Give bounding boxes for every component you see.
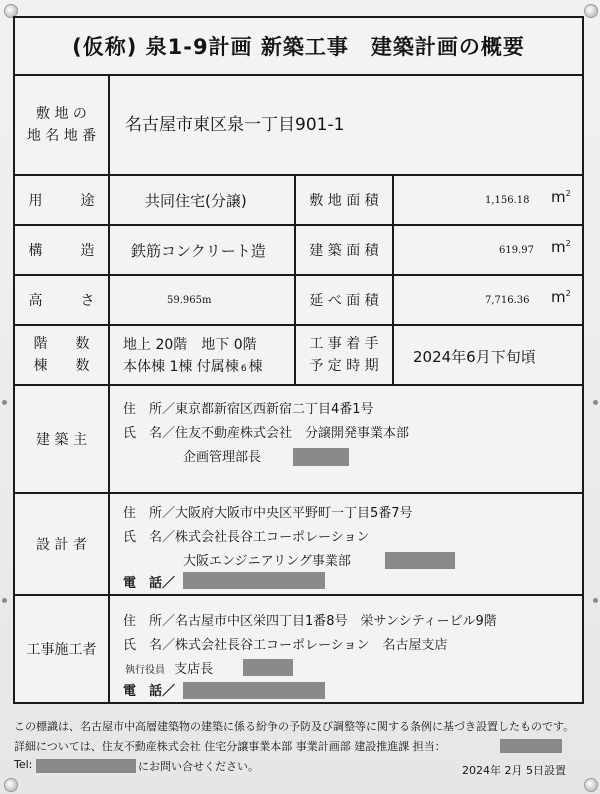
floor-area-unit-sup: 2 [565, 289, 571, 298]
annex-unit: 棟 [248, 359, 263, 375]
use-label-a: 用 [28, 193, 43, 209]
contractor-address: 住 所／名古屋市中区栄四丁目1番8号 栄サンシティービル9階 [123, 614, 497, 629]
row-contractor [15, 596, 582, 702]
footer-date: 2024年 2月 5日設置 [462, 764, 566, 777]
screw-top-right [584, 4, 598, 18]
row-height [15, 276, 582, 326]
contractor-tel: 電 話／ [123, 684, 176, 699]
floors-label-line1: 階 数 [33, 336, 90, 352]
site-label-line1: 敷 地 の [36, 106, 87, 122]
floor-area-label: 延 べ 面 積 [294, 276, 394, 324]
redacted-contact-person [500, 739, 562, 753]
designer-address: 住 所／大阪府大阪市中央区平野町一丁目5番7号 [123, 506, 413, 521]
row-site-address [15, 76, 582, 176]
contractor-role [125, 658, 213, 677]
owner-name: 氏 名／住友不動産株式会社 分譲開発事業本部 [123, 426, 410, 441]
designer-label: 設 計 者 [15, 494, 110, 594]
height-label-a: 高 [28, 293, 43, 309]
owner-address: 住 所／東京都新宿区西新宿二丁目4番1号 [123, 402, 374, 417]
height-label-b: さ [80, 293, 95, 309]
contractor-role-main: 支店長 [174, 662, 214, 677]
footer-notice: この標識は、名古屋市中高層建築物の建築に係る紛争の予防及び調整等に関する条例に基づき設置したものです。 [14, 720, 575, 733]
building-area-label: 建 築 面 積 [294, 226, 394, 274]
mount-dot-right-upper [593, 400, 598, 405]
site-label-line2: 地 名 地 番 [26, 128, 97, 144]
redacted-contact-tel [36, 759, 136, 773]
redacted-designer-name [385, 552, 455, 569]
footer-inquiry: にお問い合せください。 [138, 760, 259, 773]
redacted-owner-name [293, 448, 349, 466]
use-label [15, 176, 110, 224]
mount-dot-right-lower [593, 598, 598, 603]
designer-tel: 電 話／ [123, 576, 176, 591]
floor-area-unit-m: m [551, 288, 566, 306]
height-label [15, 276, 110, 324]
contractor-role-small: 執行役員 [125, 665, 165, 676]
designer-name: 氏 名／株式会社長谷工コーポレーション [123, 530, 370, 545]
designer-dept: 大阪エンジニアリング事業部 [183, 554, 351, 569]
building-area-value: 619.97 [499, 245, 534, 256]
use-label-b: 途 [80, 193, 95, 209]
building-area-unit [551, 238, 571, 256]
redacted-designer-tel [183, 572, 325, 589]
row-use [15, 176, 582, 226]
floor-area-value: 7,716.36 [485, 295, 530, 306]
structure-label-b: 造 [80, 243, 95, 259]
building-area-unit-m: m [551, 238, 566, 256]
contractor-name: 氏 名／株式会社長谷工コーポレーション 名古屋支店 [123, 638, 448, 653]
structure-value: 鉄筋コンクリート造 [131, 242, 266, 260]
owner-label: 建 築 主 [15, 386, 110, 492]
annex-count: 6 [240, 364, 247, 374]
site-label [15, 76, 110, 174]
contractor-label: 工事施工者 [15, 596, 110, 702]
start-label-line2: 予 定 時 期 [309, 358, 379, 374]
row-structure [15, 226, 582, 276]
screw-bottom-left [4, 778, 18, 792]
screw-bottom-right [584, 778, 598, 792]
use-value: 共同住宅(分譲) [145, 192, 247, 210]
floors-value-line1: 地上 20階 地下 0階 [123, 337, 257, 353]
building-area-unit-sup: 2 [565, 239, 571, 248]
row-designer [15, 494, 582, 596]
floors-buildings-text: 本体棟 1棟 付属棟 [123, 359, 239, 375]
floors-value-line2 [123, 356, 263, 376]
floors-label [15, 326, 110, 384]
page-title: (仮称) 泉1-9計画 新築工事 建築計画の概要 [15, 18, 582, 76]
start-value: 2024年6月下旬頃 [413, 348, 536, 366]
row-floors [15, 326, 582, 386]
site-area-label: 敷 地 面 積 [294, 176, 394, 224]
redacted-contractor-name [243, 659, 293, 676]
redacted-contractor-tel [183, 682, 325, 699]
owner-dept: 企画管理部長 [183, 450, 262, 465]
site-area-unit-m: m [551, 188, 566, 206]
floors-label-line2: 棟 数 [33, 358, 90, 374]
floor-area-unit [551, 288, 571, 306]
summary-table [13, 16, 584, 704]
footer-tel-label: Tel: [14, 758, 33, 771]
row-owner [15, 386, 582, 494]
structure-label-a: 構 [28, 243, 43, 259]
site-area-unit-sup: 2 [565, 189, 571, 198]
footer-contact: 詳細については、住友不動産株式会社 住宅分譲事業本部 事業計画部 建設推進課 担当： [14, 740, 446, 753]
site-address-value: 名古屋市東区泉一丁目901-1 [125, 115, 345, 135]
mount-dot-left-upper [2, 400, 7, 405]
structure-label [15, 226, 110, 274]
site-area-unit [551, 188, 571, 206]
start-label [294, 326, 394, 384]
start-label-line1: 工 事 着 手 [309, 336, 379, 352]
mount-dot-left-lower [2, 598, 7, 603]
height-value: 59.965m [167, 295, 212, 306]
site-area-value: 1,156.18 [485, 195, 530, 206]
